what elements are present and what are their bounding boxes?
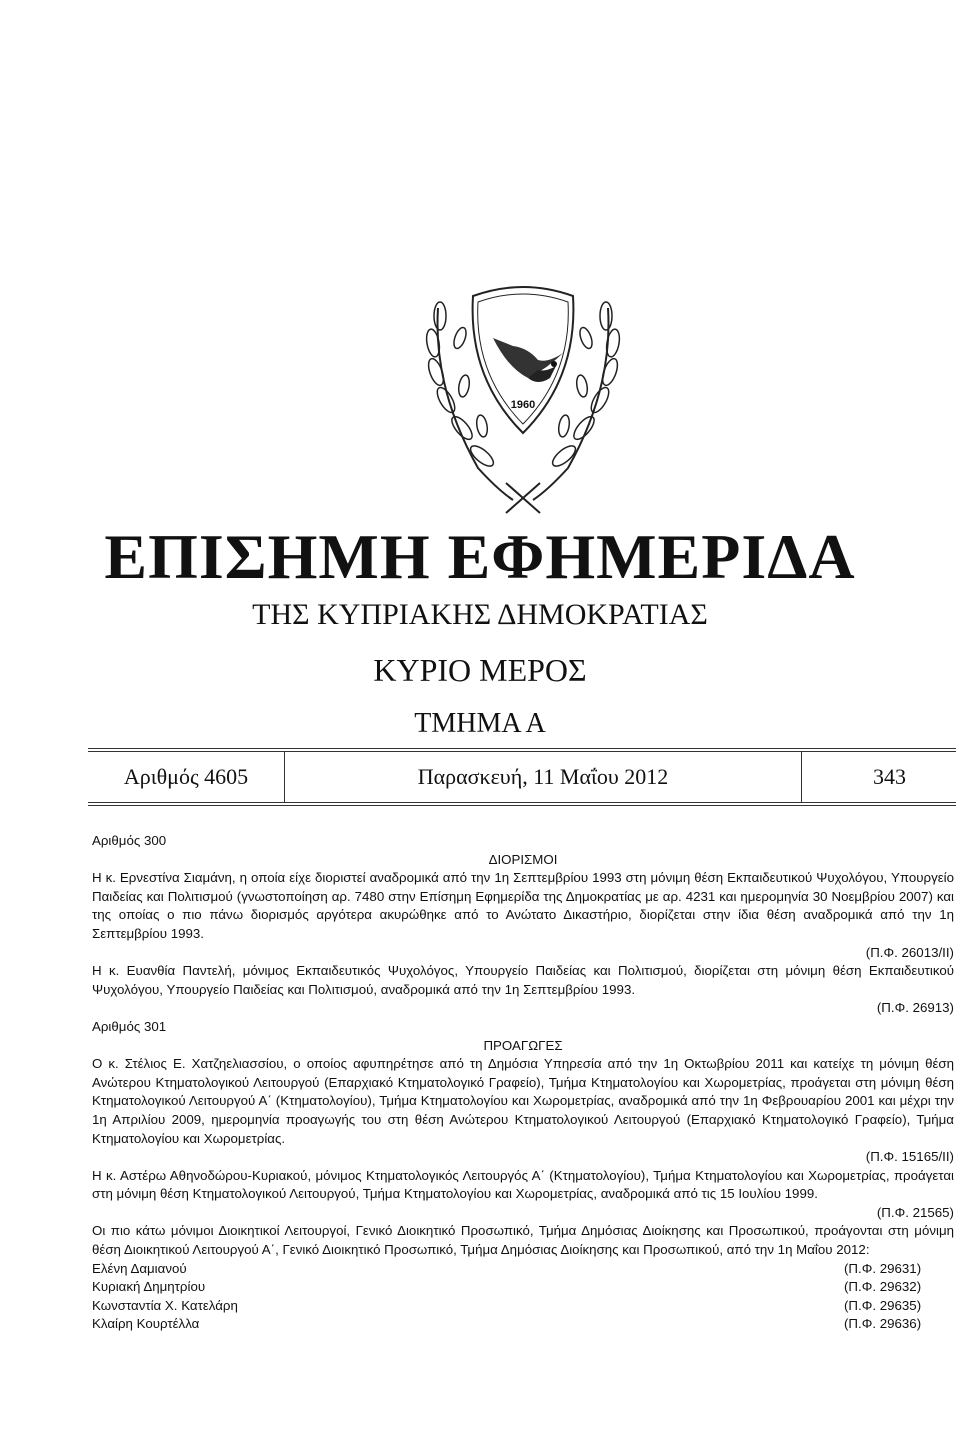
header-rule-bottom-2 <box>88 805 956 806</box>
coat-of-arms-emblem <box>378 268 668 518</box>
person-name: Ελένη Δαμιανού <box>92 1260 187 1276</box>
gazette-section: ΤΜΗΜΑ Α <box>414 708 546 739</box>
gazette-subtitle: ΤΗΣ ΚΥΠΡΙΑΚΗΣ ΔΗΜΟΚΡΑΤΙΑΣ <box>252 598 708 631</box>
notice-paragraph: Ο κ. Στέλιος Ε. Χατζηελιασσίου, ο οποίος αφυπηρέτησε από τη Δημόσια Υπηρεσία από την 1η Οκτωβρίου 2011 και κατείχε τη μόνιμη θέση Ανώτερου Κτηματολογικού Λειτουργού (Επαρχιακό Κτηματολογικό Γραφείο), Τμήμα Κτηματολογίου και Χωρομετρίας, προάγεται στη μόνιμη θέση Κτηματολογικού Λειτουργού Α΄ (Κτηματολογίου), Τμήμα Κτηματολογίου και Χωρομετρίας, αναδρομικά από την 1η Φεβρουαρίου 2001 και μέχρι την 1η Απριλίου 2009, ημερομηνία προαγωγής του στη θέση Ανώτερου Κτηματολογικού Λειτουργού (Επαρχιακό Κτηματολογικό Γραφείο), Τμήμα Κτηματολογίου και Χωρομετρίας. <box>92 1056 954 1146</box>
list-item <box>92 1297 954 1316</box>
notice-number: Αριθμός 301 <box>92 1018 167 1034</box>
person-file-ref: (Π.Φ. 29632) <box>844 1279 922 1295</box>
person-file-ref: (Π.Φ. 29635) <box>844 1297 922 1313</box>
notice-file-ref: (Π.Φ. 26013/ΙΙ) <box>865 944 954 960</box>
notice-file-ref: (Π.Φ. 26913) <box>876 1000 954 1016</box>
page-number: 343 <box>873 764 906 789</box>
notice-file-ref: (Π.Φ. 15165/ΙΙ) <box>865 1149 954 1165</box>
person-name: Κωνσταντία Χ. Κατελάρη <box>92 1297 238 1313</box>
list-item <box>92 1278 954 1297</box>
list-item <box>92 1315 954 1334</box>
emblem-year: 1960 <box>510 399 536 411</box>
notice-file-ref: (Π.Φ. 21565) <box>876 1204 954 1220</box>
notice-paragraph: Η κ. Αστέρω Αθηνοδώρου-Κυριακού, μόνιμος Κτηματολογικός Λειτουργός Α΄ (Κτηματολογίου), Τμήμα Κτηματολογίου και Χωρομετρίας, προάγεται στη μόνιμη θέση Κτηματολογικού Λειτουργού, Τμήμα Κτηματολογίου και Χωρομετρίας, αναδρομικά από τις 15 Ιουλίου 1999. <box>92 1167 954 1202</box>
issue-number: Αριθμός 4605 <box>88 752 285 802</box>
notice-paragraph: Η κ. Ερνεστίνα Σιαμάνη, η οποία είχε διοριστεί αναδρομικά από την 1η Σεπτεμβρίου 1993 στη μόνιμη θέση Εκπαιδευτικού Ψυχολόγου, Υπουργείο Παιδείας και Πολιτισμού (γνωστοποίηση αρ. 7480 στην Επίσημη Εφημερίδα της Δημοκρατίας με αρ. 4231 και ημερομηνία 30 Νοεμβρίου 2007) και της οποίας ο πιο πάνω διορισμός αργότερα ακυρώθηκε από το Ανώτατο Δικαστήριο, διορίζεται στην ίδια θέση αναδρομικά από την 1η Σεπτεμβρίου 1993. <box>92 870 954 941</box>
issue-date: Παρασκευή, 11 Μαΐου 2012 <box>285 752 802 802</box>
person-name: Κλαίρη Κουρτέλλα <box>92 1316 200 1332</box>
notice-number: Αριθμός 300 <box>92 833 167 848</box>
notice-paragraph: Οι πιο κάτω μόνιμοι Διοικητικοί Λειτουργοί, Γενικό Διοικητικό Προσωπικό, Τμήμα Δημόσιας Διοίκησης και Προσωπικού, προάγονται στη μόνιμη θέση Διοικητικού Λειτουργού Α΄, Γενικό Διοικητικό Προσωπικό, Τμήμα Δημόσιας Διοίκησης και Προσωπικού, από την 1η Μαΐου 2012: <box>92 1223 954 1258</box>
header-rule-top <box>88 748 956 749</box>
issue-bar <box>88 752 956 802</box>
notice-paragraph: Η κ. Ευανθία Παντελή, μόνιμος Εκπαιδευτικός Ψυχολόγος, Υπουργείο Παιδείας και Πολιτισμού, διορίζεται στη μόνιμη θέση Εκπαιδευτικού Ψυχολόγου, Υπουργείο Παιδείας και Πολιτισμού, αναδρομικά από την 1η Σεπτεμβρίου 1993. <box>92 963 954 997</box>
list-item <box>92 1260 954 1279</box>
notice-heading: ΔΙΟΡΙΣΜΟΙ <box>488 851 558 867</box>
notice-heading: ΠΡΟΑΓΩΓΕΣ <box>483 1037 563 1053</box>
person-file-ref: (Π.Φ. 29636) <box>844 1316 922 1332</box>
gazette-title: ΕΠΙΣΗΜΗ ΕΦΗΜΕΡΙΔΑ <box>104 521 856 592</box>
gazette-part: ΚΥΡΙΟ ΜΕΡΟΣ <box>373 652 587 688</box>
person-file-ref: (Π.Φ. 29631) <box>844 1260 922 1276</box>
gazette-content <box>92 832 954 1334</box>
header-rule-bottom <box>88 802 956 803</box>
person-name: Κυριακή Δημητρίου <box>92 1279 206 1295</box>
